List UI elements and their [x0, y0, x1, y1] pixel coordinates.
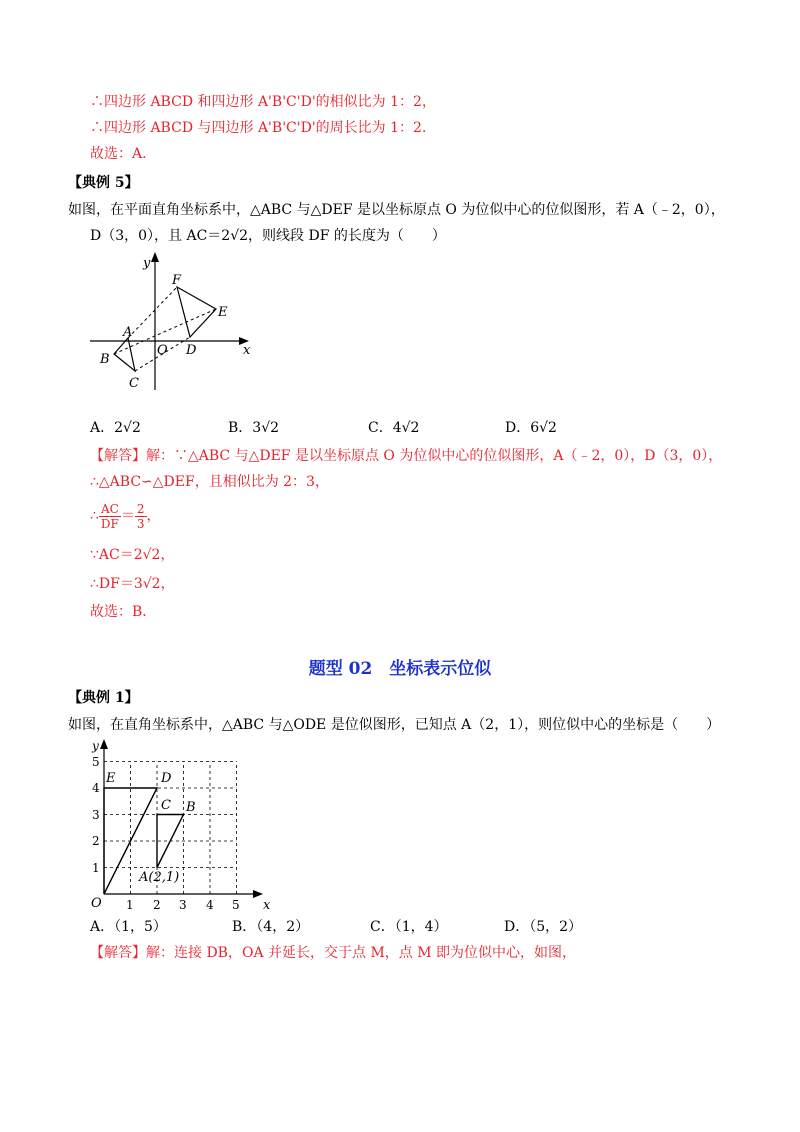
example-5-question-line-1: 如图，在平面直角坐标系中，△ABC 与△DEF 是以坐标原点 O 为位似中心的位似图形，若 A（﹣2，0），	[68, 202, 725, 218]
label-o: O	[157, 343, 168, 358]
example-5-tag: 【典例 5】	[68, 175, 139, 191]
y-axis-arrow	[100, 739, 108, 749]
therefore-symbol: ∴	[90, 508, 99, 524]
y-axis-arrow	[151, 252, 159, 262]
example-5-answer-line-4: ∵AC＝2√2，	[90, 547, 175, 563]
label-c: C	[129, 376, 139, 391]
x-axis-arrow	[253, 890, 263, 898]
section-heading: 题型 02 坐标表示位似	[308, 659, 492, 679]
example-5-question-line-2: D（3，0），且 AC＝2√2，则线段 DF 的长度为（ ）	[90, 228, 446, 244]
label-e: E	[106, 771, 116, 786]
example-5-figure	[85, 250, 260, 395]
example-5-answer-line-1: 【解答】解：∵△ABC 与△DEF 是以坐标原点 O 为位似中心的位似图形，A（﹣2，0），D（3，0），	[90, 448, 723, 464]
label-x: x	[263, 898, 271, 913]
fraction-denominator: DF	[100, 516, 119, 531]
solution-line-2: ∴四边形 ABCD 与四边形 A'B'C'D'的周长比为 1：2．	[90, 120, 436, 136]
example-5-option-d: D．6√2	[505, 420, 557, 436]
x-tick-4: 4	[206, 898, 214, 912]
fraction-numerator-2: 2	[136, 501, 145, 516]
example-1-figure	[85, 735, 280, 915]
label-y: y	[92, 739, 99, 753]
label-f: F	[172, 273, 182, 288]
fraction-denominator-3: 3	[136, 516, 145, 531]
label-b: B	[186, 800, 196, 815]
fraction-numerator: AC	[99, 502, 121, 517]
fraction-2-3	[135, 502, 147, 531]
example-5-answer-line-6: 故选：B．	[90, 604, 157, 620]
example-1-option-b: B．（4，2）	[232, 919, 310, 935]
example-1-question: 如图，在直角坐标系中，△ABC 与△ODE 是位似图形，已知点 A（2，1），则位似中心的坐标是（ ）	[68, 717, 721, 733]
y-tick-1: 1	[92, 861, 100, 875]
solution-line-3: 故选：A．	[90, 146, 157, 162]
label-b: B	[100, 352, 110, 367]
label-o: O	[91, 896, 102, 911]
label-a: A	[123, 325, 133, 340]
example-1-option-a: A．（1，5）	[90, 919, 167, 935]
x-tick-2: 2	[153, 898, 161, 912]
dashed-line-af	[128, 287, 177, 338]
comma: ，	[146, 508, 161, 524]
example-1-option-c: C．（1，4）	[370, 919, 448, 935]
example-5-option-c: C．4√2	[368, 420, 420, 436]
example-5-option-b: B．3√2	[228, 420, 280, 436]
example-5-answer-line-2: ∴△ABC∽△DEF，且相似比为 2：3，	[90, 474, 329, 490]
label-x: x	[243, 343, 251, 358]
label-d: D	[186, 343, 197, 358]
x-tick-1: 1	[126, 898, 134, 912]
example-5-answer-line-3	[90, 498, 161, 534]
label-a: A(2,1)	[139, 870, 180, 885]
fraction-ac-df	[99, 502, 121, 531]
y-tick-5: 5	[92, 755, 100, 769]
y-tick-4: 4	[92, 781, 100, 795]
example-1-option-d: D．（5，2）	[504, 919, 583, 935]
example-1-tag: 【典例 1】	[68, 690, 139, 706]
triangle-abc	[114, 338, 135, 371]
y-tick-3: 3	[92, 808, 100, 822]
y-tick-2: 2	[92, 834, 100, 848]
label-y: y	[143, 256, 151, 271]
x-tick-3: 3	[179, 898, 187, 912]
example-1-answer: 【解答】解：连接 DB，OA 并延长，交于点 M，点 M 即为位似中心，如图，	[90, 945, 577, 961]
equals-sign: ＝	[120, 508, 135, 524]
label-e: E	[218, 305, 228, 320]
example-5-option-a: A．2√2	[90, 420, 141, 436]
label-c: C	[161, 798, 171, 813]
example-5-answer-line-5: ∴DF＝3√2，	[90, 576, 175, 592]
x-tick-5: 5	[232, 898, 240, 912]
label-d: D	[161, 771, 172, 786]
solution-line-1: ∴四边形 ABCD 和四边形 A'B'C'D'的相似比为 1：2，	[90, 94, 436, 110]
